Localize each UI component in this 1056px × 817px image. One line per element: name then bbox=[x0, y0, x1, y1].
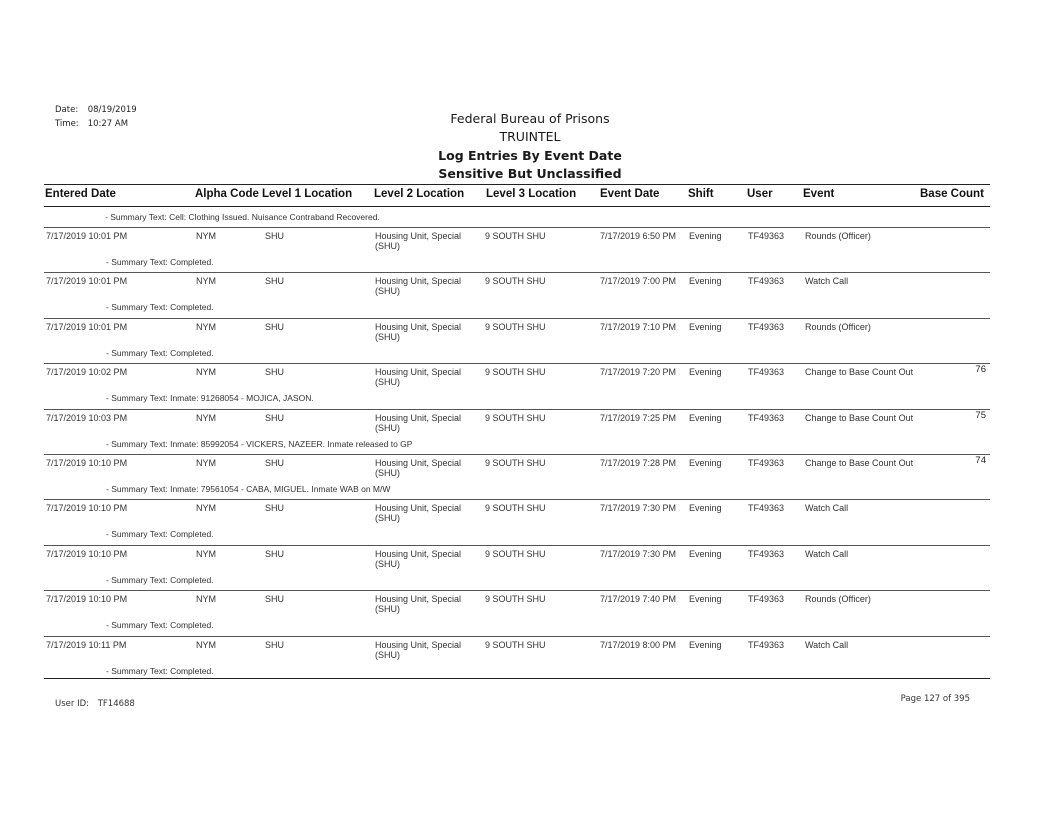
cell-level2: Housing Unit, Special (SHU) bbox=[375, 231, 462, 251]
report-title: Log Entries By Event Date bbox=[438, 148, 622, 163]
cell-level1: SHU bbox=[265, 231, 285, 241]
summary-text: - Summary Text: Completed. bbox=[106, 257, 214, 267]
summary-text: - Summary Text: Inmate: 79561054 - CABA, MIGUEL. Inmate WAB on M/W bbox=[106, 484, 391, 494]
cell-alpha-code: NYM bbox=[196, 321, 216, 332]
col-entered-date: Entered Date bbox=[45, 188, 116, 200]
col-level1-location: Level 1 Location bbox=[262, 188, 353, 200]
agency-title: Federal Bureau of Prisons bbox=[450, 111, 610, 126]
cell-level1: SHU bbox=[265, 412, 285, 423]
cell-level3: 9 SOUTH SHU bbox=[485, 412, 546, 423]
row-separator bbox=[44, 590, 990, 591]
cell-alpha-code: NYM bbox=[196, 412, 216, 423]
cell-user: TF49363 bbox=[748, 321, 785, 332]
cell-level2: Housing Unit, Special (SHU) bbox=[375, 503, 462, 524]
cell-level3: 9 SOUTH SHU bbox=[485, 639, 546, 650]
row-separator bbox=[44, 318, 990, 319]
col-level3-location: Level 3 Location bbox=[486, 188, 577, 200]
cell-event: Watch Call bbox=[805, 276, 849, 287]
cell-level3: 9 SOUTH SHU bbox=[485, 503, 546, 514]
row-separator bbox=[44, 454, 990, 455]
cell-level1: SHU bbox=[265, 639, 285, 650]
col-base-count: Base Count bbox=[920, 188, 984, 200]
user-id-label: User ID: bbox=[55, 699, 89, 709]
cell-shift: Evening bbox=[689, 321, 722, 332]
cell-level1: SHU bbox=[265, 503, 285, 514]
cell-entered-date: 7/17/2019 10:11 PM bbox=[46, 639, 127, 650]
cell-user: TF49363 bbox=[748, 458, 785, 468]
summary-text: - Summary Text: Completed. bbox=[106, 347, 214, 358]
cell-shift: Evening bbox=[689, 639, 722, 650]
cell-user: TF49363 bbox=[748, 639, 785, 650]
cell-shift: Evening bbox=[689, 276, 722, 287]
cell-event-date: 7/17/2019 6:50 PM bbox=[600, 231, 677, 241]
cell-alpha-code: NYM bbox=[196, 276, 216, 287]
cell-entered-date: 7/17/2019 10:01 PM bbox=[46, 231, 128, 241]
row-separator bbox=[44, 272, 990, 273]
cell-alpha-code: NYM bbox=[196, 231, 216, 241]
col-event: Event bbox=[803, 188, 835, 200]
summary-text: - Summary Text: Inmate: 85992054 - VICKERS, NAZEER. Inmate released to GP bbox=[106, 438, 413, 449]
cell-event-date: 7/17/2019 7:00 PM bbox=[600, 276, 677, 287]
row-separator bbox=[44, 227, 990, 228]
cell-level2: Housing Unit, Special (SHU) bbox=[375, 639, 462, 660]
cell-entered-date: 7/17/2019 10:03 PM bbox=[46, 412, 128, 423]
cell-entered-date: 7/17/2019 10:10 PM bbox=[46, 594, 128, 605]
cell-level3: 9 SOUTH SHU bbox=[485, 458, 546, 468]
cell-event-date: 7/17/2019 7:25 PM bbox=[600, 412, 677, 423]
summary-text: - Summary Text: Completed. bbox=[106, 665, 214, 676]
summary-text: - Summary Text: Completed. bbox=[106, 574, 214, 585]
row-separator bbox=[44, 545, 990, 546]
carryover-summary: - Summary Text: Cell: Clothing Issued. Nuisance Contraband Recovered. bbox=[105, 212, 380, 222]
cell-user: TF49363 bbox=[748, 231, 785, 241]
cell-base-count: 75 bbox=[975, 409, 986, 421]
cell-shift: Evening bbox=[689, 503, 722, 514]
cell-level1: SHU bbox=[265, 367, 285, 378]
cell-user: TF49363 bbox=[748, 503, 785, 514]
cell-entered-date: 7/17/2019 10:01 PM bbox=[46, 321, 128, 332]
cell-level3: 9 SOUTH SHU bbox=[485, 594, 546, 605]
col-user: User bbox=[747, 188, 773, 200]
cell-entered-date: 7/17/2019 10:10 PM bbox=[46, 503, 128, 514]
summary-text: - Summary Text: Completed. bbox=[106, 529, 214, 540]
cell-level2: Housing Unit, Special (SHU) bbox=[375, 458, 462, 478]
row-separator bbox=[44, 363, 990, 364]
cell-event: Watch Call bbox=[805, 639, 849, 650]
cell-event-date: 7/17/2019 8:00 PM bbox=[600, 639, 677, 650]
cell-event: Watch Call bbox=[805, 548, 849, 559]
cell-alpha-code: NYM bbox=[196, 367, 216, 378]
cell-level1: SHU bbox=[265, 548, 285, 559]
cell-level3: 9 SOUTH SHU bbox=[485, 231, 546, 241]
cell-level3: 9 SOUTH SHU bbox=[485, 321, 546, 332]
cell-entered-date: 7/17/2019 10:02 PM bbox=[46, 367, 128, 378]
cell-event-date: 7/17/2019 7:30 PM bbox=[600, 503, 677, 514]
cell-user: TF49363 bbox=[748, 276, 785, 287]
cell-level3: 9 SOUTH SHU bbox=[485, 548, 546, 559]
cell-entered-date: 7/17/2019 10:10 PM bbox=[46, 548, 128, 559]
cell-level2: Housing Unit, Special (SHU) bbox=[375, 412, 462, 433]
cell-event: Change to Base Count Out bbox=[805, 367, 914, 378]
cell-event: Rounds (Officer) bbox=[805, 321, 871, 332]
time-value: 10:27 AM bbox=[87, 119, 129, 129]
cell-user: TF49363 bbox=[748, 412, 785, 423]
cell-event-date: 7/17/2019 7:30 PM bbox=[600, 548, 677, 559]
cell-user: TF49363 bbox=[748, 548, 785, 559]
summary-text: - Summary Text: Completed. bbox=[106, 302, 214, 313]
cell-entered-date: 7/17/2019 10:01 PM bbox=[46, 276, 128, 287]
row-separator bbox=[44, 636, 990, 637]
cell-user: TF49363 bbox=[748, 594, 785, 605]
cell-event: Rounds (Officer) bbox=[805, 594, 871, 605]
cell-level2: Housing Unit, Special (SHU) bbox=[375, 276, 462, 297]
cell-base-count: 76 bbox=[975, 364, 986, 376]
header-top-rule bbox=[44, 184, 990, 185]
row-separator bbox=[44, 499, 990, 500]
user-id-value: TF14688 bbox=[97, 699, 135, 709]
report-date bbox=[55, 105, 137, 115]
cell-level2: Housing Unit, Special (SHU) bbox=[375, 548, 462, 569]
cell-shift: Evening bbox=[689, 548, 722, 559]
cell-level3: 9 SOUTH SHU bbox=[485, 367, 546, 378]
cell-level2: Housing Unit, Special (SHU) bbox=[375, 594, 462, 615]
system-title: TRUINTEL bbox=[499, 129, 561, 144]
cell-event-date: 7/17/2019 7:28 PM bbox=[600, 458, 677, 468]
cell-event: Watch Call bbox=[805, 503, 849, 514]
cell-level3: 9 SOUTH SHU bbox=[485, 276, 546, 287]
report-time bbox=[55, 119, 128, 129]
cell-shift: Evening bbox=[689, 458, 722, 468]
cell-level2: Housing Unit, Special (SHU) bbox=[375, 321, 462, 342]
cell-shift: Evening bbox=[689, 367, 722, 378]
cell-event-date: 7/17/2019 7:10 PM bbox=[600, 321, 677, 332]
col-alpha-code: Alpha Code bbox=[195, 188, 259, 200]
cell-base-count: 74 bbox=[975, 455, 986, 466]
cell-entered-date: 7/17/2019 10:10 PM bbox=[46, 458, 128, 468]
cell-user: TF49363 bbox=[748, 367, 785, 378]
cell-shift: Evening bbox=[689, 594, 722, 605]
footer-user-id bbox=[55, 699, 135, 709]
cell-shift: Evening bbox=[689, 231, 722, 241]
table-bottom-rule bbox=[44, 678, 990, 679]
cell-alpha-code: NYM bbox=[196, 458, 216, 468]
date-value: 08/19/2019 bbox=[87, 105, 137, 115]
cell-level1: SHU bbox=[265, 321, 285, 332]
cell-alpha-code: NYM bbox=[196, 594, 216, 605]
cell-event-date: 7/17/2019 7:20 PM bbox=[600, 367, 677, 378]
col-event-date: Event Date bbox=[600, 188, 660, 200]
time-label: Time: bbox=[55, 119, 79, 129]
cell-event: Change to Base Count Out bbox=[805, 412, 914, 423]
summary-text: - Summary Text: Completed. bbox=[106, 620, 214, 631]
row-separator bbox=[44, 409, 990, 410]
cell-event: Rounds (Officer) bbox=[805, 231, 871, 241]
header-bottom-rule bbox=[44, 206, 990, 207]
summary-text: - Summary Text: Inmate: 91268054 - MOJICA, JASON. bbox=[106, 393, 314, 404]
cell-level1: SHU bbox=[265, 594, 285, 605]
page-number: Page 127 of 395 bbox=[900, 694, 970, 704]
cell-event: Change to Base Count Out bbox=[805, 458, 914, 468]
classification-title: Sensitive But Unclassified bbox=[438, 166, 622, 181]
cell-alpha-code: NYM bbox=[196, 503, 216, 514]
cell-event-date: 7/17/2019 7:40 PM bbox=[600, 594, 677, 605]
cell-level1: SHU bbox=[265, 458, 285, 468]
cell-alpha-code: NYM bbox=[196, 639, 216, 650]
cell-alpha-code: NYM bbox=[196, 548, 216, 559]
date-label: Date: bbox=[55, 105, 79, 115]
col-shift: Shift bbox=[688, 188, 714, 200]
col-level2-location: Level 2 Location bbox=[374, 188, 465, 200]
cell-level1: SHU bbox=[265, 276, 285, 287]
cell-level2: Housing Unit, Special (SHU) bbox=[375, 367, 462, 388]
cell-shift: Evening bbox=[689, 412, 722, 423]
